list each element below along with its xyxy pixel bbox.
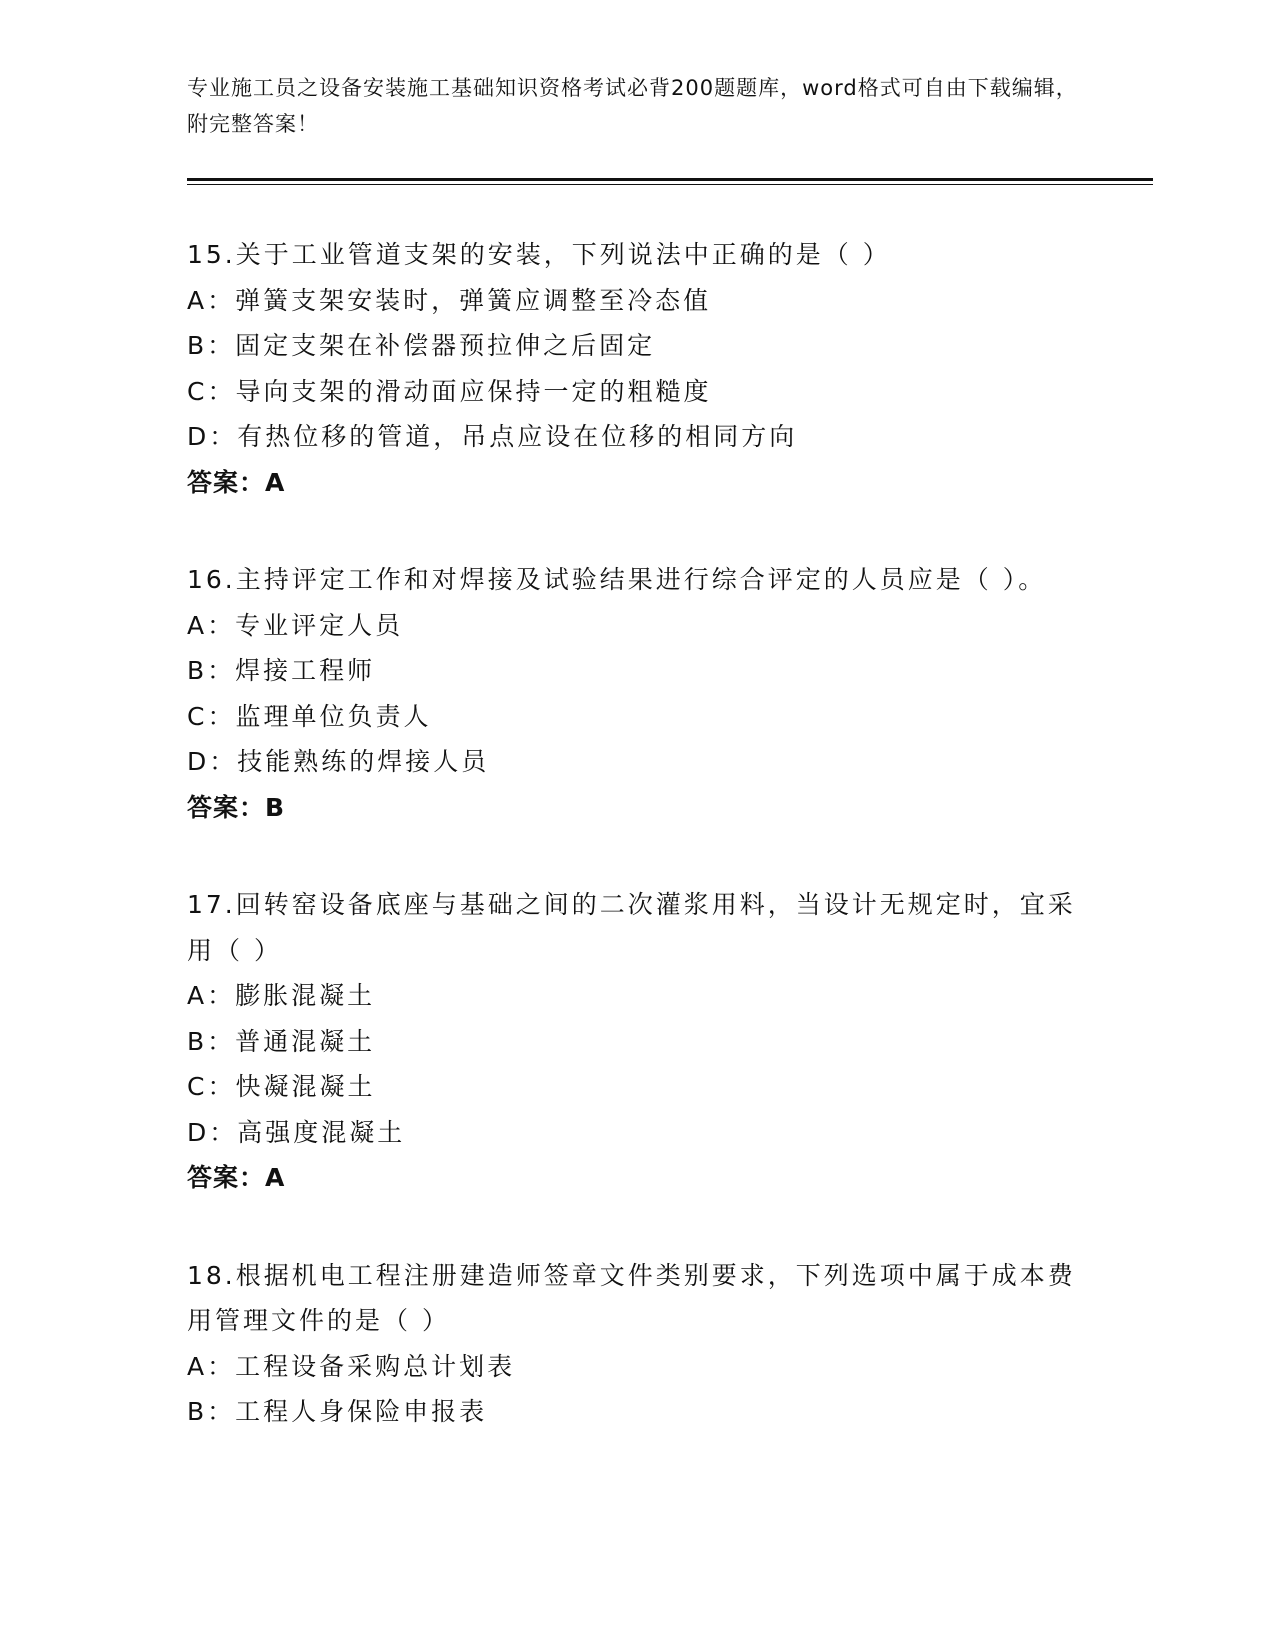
option-b: B：普通混凝土 — [187, 1026, 376, 1056]
question-16 — [187, 557, 1087, 830]
option-a: A：工程设备采购总计划表 — [187, 1351, 516, 1381]
option-b: B：焊接工程师 — [187, 656, 376, 685]
answer-label: 答案：A — [187, 1163, 286, 1192]
document-header: 专业施工员之设备安装施工基础知识资格考试必背200题题库，word格式可自由下载编辑，附完整答案！ — [187, 76, 1078, 136]
option-d: D：有热位移的管道，吊点应设在位移的相同方向 — [187, 422, 798, 451]
header-rule-thick — [187, 178, 1153, 181]
question-stem: 16.主持评定工作和对焊接及试验结果进行综合评定的人员应是（ ）。 — [187, 565, 1047, 594]
question-list — [187, 232, 1087, 1487]
question-stem: 17.回转窑设备底座与基础之间的二次灌浆用料，当设计无规定时，宜采用（ ） — [187, 890, 1076, 965]
option-d: D：高强度混凝土 — [187, 1117, 406, 1147]
answer-label: 答案：A — [187, 467, 286, 497]
header-rule-thin — [187, 184, 1153, 185]
option-a: A：专业评定人员 — [187, 610, 404, 640]
option-b: B：固定支架在补偿器预拉伸之后固定 — [187, 331, 656, 360]
option-d: D：技能熟练的焊接人员 — [187, 747, 490, 776]
option-c: C：导向支架的滑动面应保持一定的粗糙度 — [187, 376, 712, 406]
question-stem: 18.根据机电工程注册建造师签章文件类别要求，下列选项中属于成本费用管理文件的是（ ） — [187, 1260, 1076, 1335]
answer-label: 答案：B — [187, 792, 286, 822]
question-15 — [187, 232, 1087, 505]
option-a: A：膨胀混凝土 — [187, 981, 376, 1010]
question-18 — [187, 1253, 1087, 1435]
option-c: C：监理单位负责人 — [187, 701, 432, 731]
option-c: C：快凝混凝土 — [187, 1072, 376, 1101]
option-a: A：弹簧支架安装时，弹簧应调整至冷态值 — [187, 285, 712, 315]
question-stem: 15.关于工业管道支架的安装，下列说法中正确的是（ ） — [187, 240, 891, 269]
question-17 — [187, 882, 1087, 1201]
option-b: B：工程人身保险申报表 — [187, 1397, 488, 1426]
